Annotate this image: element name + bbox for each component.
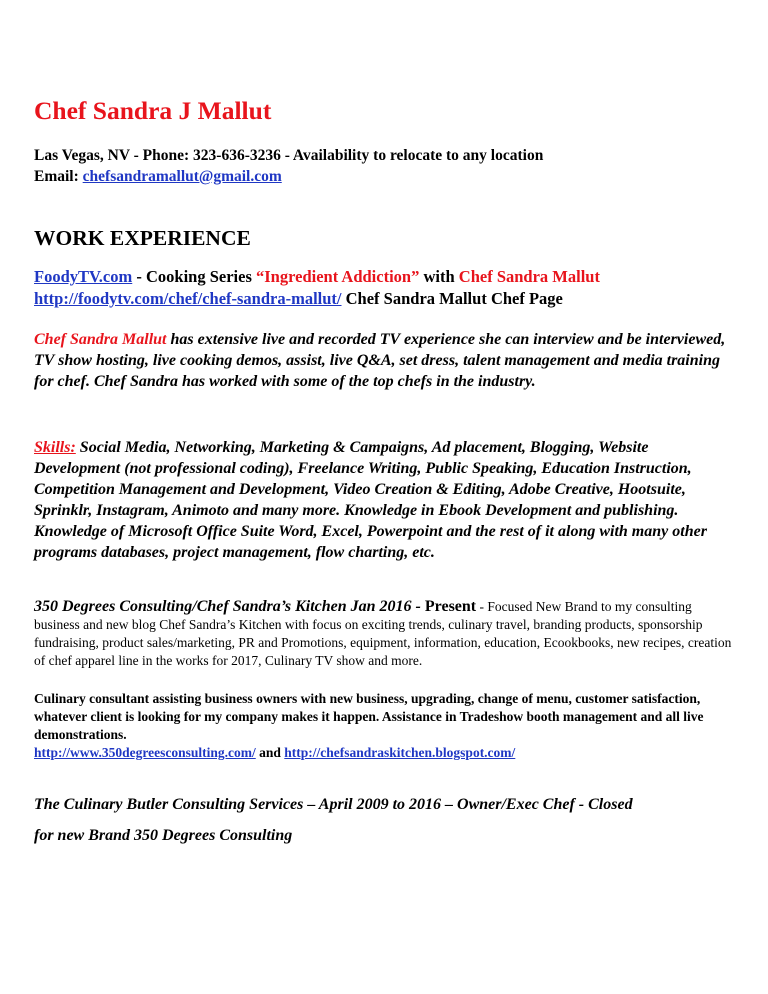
email-line bbox=[34, 168, 282, 186]
consultant-paragraph bbox=[34, 690, 734, 762]
link-and: and bbox=[255, 745, 285, 760]
job-350-description: - Focused New Brand to my consulting business and new blog Chef Sandra’s Kitchen with focus on exciting trends, culinary travel, branding products, sponsorship fundraising, product sales/marketing, PR and Promotions, equipment, information, education, Ecookbooks, new recipes, creation of chef apparel line in the works for 2017, Culinary TV show and more. bbox=[34, 599, 732, 668]
skills-label: Skills: bbox=[34, 439, 76, 456]
email-link[interactable]: chefsandramallut@gmail.com bbox=[82, 168, 282, 185]
chef-page-line bbox=[34, 289, 563, 309]
section-heading-work-experience: WORK EXPERIENCE bbox=[34, 226, 251, 250]
foodytv-line bbox=[34, 267, 600, 287]
foodytv-link[interactable]: FoodyTV.com bbox=[34, 267, 133, 286]
chef-page-link[interactable]: http://foodytv.com/chef/chef-sandra-mallut/ bbox=[34, 289, 342, 308]
job-350-degrees bbox=[34, 598, 734, 670]
tv-experience-paragraph bbox=[34, 329, 734, 392]
show-title: “Ingredient Addiction” bbox=[256, 267, 420, 286]
foodytv-text-1: - Cooking Series bbox=[132, 267, 256, 286]
consultant-text: Culinary consultant assisting business owners with new business, upgrading, change of menu, customer satisfaction, whatever client is looking for my company makes it happen. Assistance in Tradeshow booth management and all live demonstrations. bbox=[34, 691, 704, 742]
skills-text: Social Media, Networking, Marketing & Campaigns, Ad placement, Blogging, Website Development (not professional coding), Freelance Writing, Public Speaking, Education Instruction, Competition Management and Development, Video Creation & Editing, Adobe Creative, Hootsuite, Sprinklr, Instagram, Animoto and many more. Knowledge in Ebook Development and publishing. Knowledge of Microsoft Office Suite Word, Excel, Powerpoint and the rest of it along with many other programs databases, project management, flow charting, etc. bbox=[34, 439, 707, 561]
foodytv-text-2: with bbox=[419, 267, 459, 286]
350-degrees-link[interactable]: http://www.350degreesconsulting.com/ bbox=[34, 745, 256, 760]
page-title: Chef Sandra J Mallut bbox=[34, 96, 272, 125]
job-350-title: 350 Degrees Consulting/Chef Sandra’s Kitchen Jan 2016 - bbox=[34, 598, 425, 615]
job-350-present: Present bbox=[424, 598, 477, 615]
skills-paragraph bbox=[34, 437, 734, 563]
butler-job-line-1: The Culinary Butler Consulting Services – April 2009 to 2016 – Owner/Exec Chef - Closed bbox=[34, 796, 633, 813]
chef-name-red: Chef Sandra Mallut bbox=[34, 331, 167, 348]
chef-name-highlight: Chef Sandra Mallut bbox=[458, 267, 600, 286]
tv-experience-text: has extensive live and recorded TV experience she can interview and be interviewed, TV show hosting, live cooking demos, assist, live Q&A, set dress, talent management and media training for chef. Chef Sandra has worked with some of the top chefs in the industry. bbox=[34, 331, 726, 390]
butler-job-line-2: for new Brand 350 Degrees Consulting bbox=[34, 827, 293, 844]
email-label: Email: bbox=[34, 168, 83, 185]
contact-line: Las Vegas, NV - Phone: 323-636-3236 - Availability to relocate to any location bbox=[34, 147, 544, 164]
chef-page-label: Chef Sandra Mallut Chef Page bbox=[341, 289, 563, 308]
blog-link[interactable]: http://chefsandraskitchen.blogspot.com/ bbox=[284, 745, 516, 760]
